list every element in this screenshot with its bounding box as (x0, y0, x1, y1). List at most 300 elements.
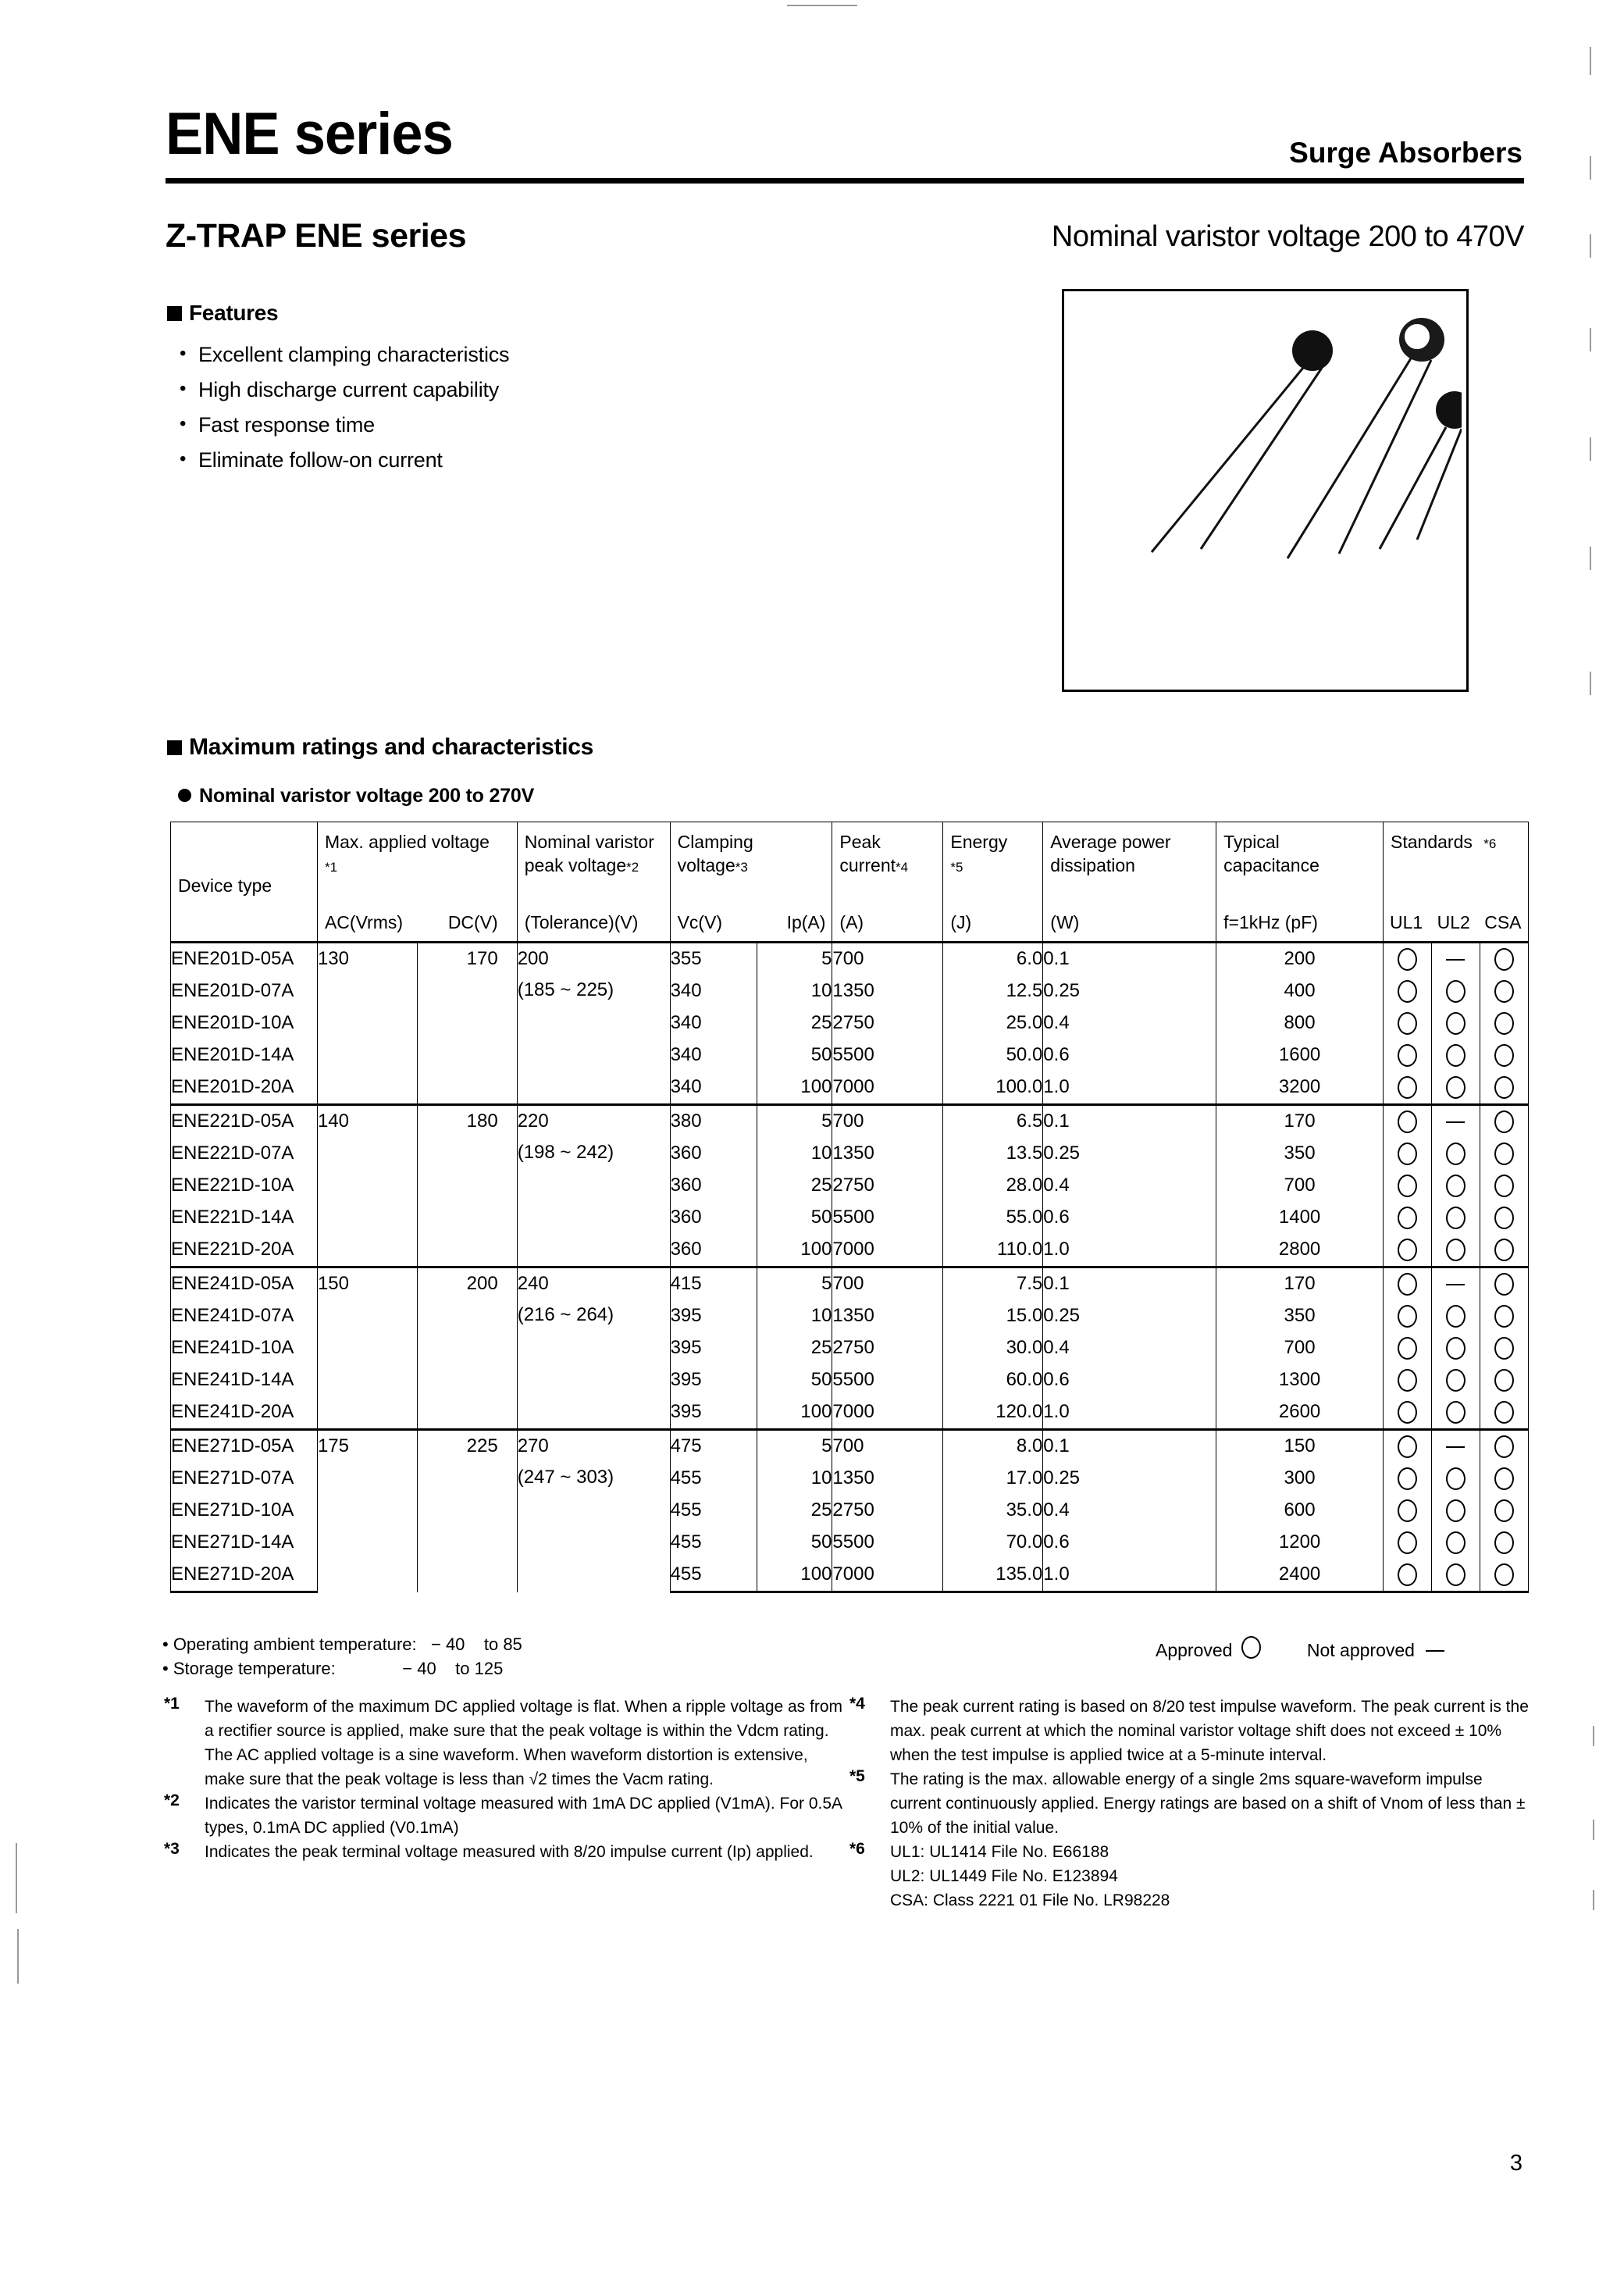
cell-ip: 5 (757, 1105, 832, 1139)
standard-mark (1384, 1332, 1431, 1364)
standard-mark (1384, 1559, 1431, 1591)
col-ip-a: Ip(A) (786, 912, 826, 932)
col-clamping-ref: *3 (735, 860, 748, 875)
standard-mark (1432, 1234, 1480, 1266)
col-voltage-label: voltage (677, 855, 735, 875)
col-dissipation-label: dissipation (1050, 855, 1135, 875)
scan-artifact (1590, 156, 1591, 180)
cell-standard-ul1 (1384, 1396, 1432, 1430)
ratings-subheading (178, 785, 534, 807)
col-standards-subheads (1390, 911, 1521, 934)
cell-ip: 50 (757, 1202, 832, 1234)
approved-circle-icon (1446, 1563, 1466, 1586)
not-approved-dash-icon (1446, 959, 1465, 961)
header-divider (166, 178, 1524, 184)
cell-typical-capacitance: 170 (1216, 1105, 1384, 1139)
standard-mark (1432, 1071, 1480, 1103)
cell-standard-ul2 (1431, 1267, 1480, 1301)
varistor-components-illustration (1064, 291, 1462, 685)
standard-mark (1480, 1138, 1528, 1170)
standard-mark (1480, 1364, 1528, 1396)
scan-artifact (1590, 328, 1591, 351)
approved-circle-icon (1494, 980, 1514, 1003)
cell-device-type: ENE271D-20A (171, 1559, 318, 1592)
cell-device-type: ENE201D-05A (171, 943, 318, 976)
cell-peak-current: 1350 (832, 1463, 943, 1495)
cell-typical-capacitance: 2400 (1216, 1559, 1384, 1592)
col-peak-voltage-label: peak voltage (524, 855, 627, 875)
nominal-voltage-value: 220 (517, 1110, 549, 1132)
approved-circle-icon (1494, 1337, 1514, 1360)
col-standards-label: Standards (1391, 832, 1473, 852)
col-peak-unit: (A) (839, 912, 864, 932)
approved-circle-icon (1398, 980, 1417, 1003)
standard-mark (1384, 1495, 1431, 1527)
cell-standard-ul2 (1431, 1071, 1480, 1105)
cell-peak-current: 5500 (832, 1202, 943, 1234)
cell-clamping-voltage: 360 (670, 1170, 757, 1202)
approved-circle-icon (1494, 1467, 1514, 1490)
cell-ip: 25 (757, 1007, 832, 1039)
cell-peak-current: 7000 (832, 1559, 943, 1592)
approved-circle-icon (1446, 1531, 1466, 1554)
cell-ip: 50 (757, 1364, 832, 1396)
cell-device-type: ENE201D-14A (171, 1039, 318, 1071)
cell-device-type: ENE241D-20A (171, 1396, 318, 1430)
cell-typical-capacitance: 700 (1216, 1170, 1384, 1202)
col-vc-v: Vc(V) (677, 912, 723, 932)
legend-not-approved (1307, 1640, 1444, 1661)
approved-circle-icon (1494, 1175, 1514, 1197)
approved-circle-icon (1494, 1044, 1514, 1067)
approved-circle-icon (1446, 1143, 1466, 1165)
cell-peak-current: 7000 (832, 1234, 943, 1267)
col-ul1: UL1 (1390, 912, 1423, 932)
footnote-text: UL1: UL1414 File No. E66188 (890, 1843, 1109, 1861)
standard-mark (1384, 1364, 1431, 1396)
cell-standard-csa (1480, 1364, 1528, 1396)
cell-standard-ul1 (1384, 1300, 1432, 1332)
cell-average-power: 1.0 (1043, 1559, 1216, 1592)
standard-mark (1432, 975, 1480, 1007)
approved-circle-icon (1398, 1143, 1417, 1165)
cell-device-type: ENE201D-10A (171, 1007, 318, 1039)
approved-circle-icon (1494, 1499, 1514, 1522)
cell-standard-ul2 (1431, 1332, 1480, 1364)
cell-standard-ul2 (1431, 1527, 1480, 1559)
standard-mark (1480, 1170, 1528, 1202)
standard-mark (1432, 1559, 1480, 1591)
cell-standard-csa (1480, 1527, 1528, 1559)
standard-mark (1432, 1463, 1480, 1495)
cell-typical-capacitance: 600 (1216, 1495, 1384, 1527)
nominal-voltage-value: 240 (517, 1273, 549, 1294)
standard-mark (1384, 1138, 1431, 1170)
col-clamping-voltage (670, 822, 832, 943)
cell-standard-csa (1480, 1495, 1528, 1527)
standard-mark (1480, 1559, 1528, 1591)
approved-circle-icon (1446, 1239, 1466, 1261)
cell-energy: 15.0 (943, 1300, 1043, 1332)
cell-typical-capacitance: 350 (1216, 1300, 1384, 1332)
cell-standard-csa (1480, 1039, 1528, 1071)
standard-mark (1384, 1007, 1431, 1039)
standard-mark (1432, 1268, 1480, 1300)
cell-energy: 70.0 (943, 1527, 1043, 1559)
standard-mark (1432, 1396, 1480, 1428)
cell-device-type: ENE271D-14A (171, 1527, 318, 1559)
approved-circle-icon (1446, 1467, 1466, 1490)
cell-clamping-voltage: 395 (670, 1396, 757, 1430)
cell-energy: 55.0 (943, 1202, 1043, 1234)
cell-peak-current: 700 (832, 1105, 943, 1139)
standard-mark (1432, 1431, 1480, 1463)
cell-clamping-voltage: 455 (670, 1495, 757, 1527)
standard-mark (1480, 1463, 1528, 1495)
cell-energy: 6.5 (943, 1105, 1043, 1139)
cell-peak-current: 1350 (832, 1300, 943, 1332)
cell-ip: 25 (757, 1332, 832, 1364)
standard-mark (1432, 1007, 1480, 1039)
cell-standard-ul1 (1384, 1364, 1432, 1396)
cell-energy: 6.0 (943, 943, 1043, 976)
cell-standard-csa (1480, 1559, 1528, 1592)
cell-ip: 5 (757, 943, 832, 976)
cell-standard-ul1 (1384, 1495, 1432, 1527)
cell-standard-ul1 (1384, 1170, 1432, 1202)
approved-circle-icon (1398, 1337, 1417, 1360)
cell-clamping-voltage: 360 (670, 1234, 757, 1267)
cell-energy: 25.0 (943, 1007, 1043, 1039)
scan-artifact (1590, 234, 1591, 258)
approved-circle-icon (1446, 1012, 1466, 1035)
cell-standard-ul1 (1384, 1559, 1432, 1592)
cell-average-power: 0.1 (1043, 1267, 1216, 1301)
cell-energy: 30.0 (943, 1332, 1043, 1364)
product-subtitle: Z-TRAP ENE series (166, 217, 467, 255)
cell-ac-vrms: 140 (317, 1105, 417, 1267)
footnote-text: The AC applied voltage is a sine waveform. When waveform distortion is extensive, make sure that the peak voltage is less than √2 times the Vacm rating. (205, 1746, 808, 1788)
cell-typical-capacitance: 1400 (1216, 1202, 1384, 1234)
approved-circle-icon (1398, 1435, 1417, 1458)
col-dc-v: DC(V) (447, 912, 498, 932)
features-list (178, 337, 509, 478)
cell-clamping-voltage: 380 (670, 1105, 757, 1139)
approved-circle-icon (1446, 1499, 1466, 1522)
cell-peak-current: 5500 (832, 1364, 943, 1396)
footnote-marker: *6 (849, 1840, 865, 1858)
cell-standard-ul2 (1431, 1202, 1480, 1234)
standard-mark (1432, 1106, 1480, 1138)
cell-ip: 10 (757, 1463, 832, 1495)
cell-ip: 100 (757, 1234, 832, 1267)
col-ac-vrms: AC(Vrms) (324, 912, 404, 932)
standard-mark (1480, 1300, 1528, 1332)
cell-energy: 60.0 (943, 1364, 1043, 1396)
table-row (171, 1105, 1529, 1139)
cell-average-power: 0.6 (1043, 1364, 1216, 1396)
cell-standard-ul1 (1384, 1527, 1432, 1559)
col-energy-unit: (J) (950, 912, 972, 932)
footnotes-right (849, 1695, 1537, 1913)
legend-approved (1156, 1636, 1261, 1661)
standard-mark (1384, 1234, 1431, 1266)
scan-artifact (1590, 547, 1591, 570)
cell-standard-csa (1480, 1138, 1528, 1170)
cell-typical-capacitance: 170 (1216, 1267, 1384, 1301)
temperature-notes (162, 1632, 522, 1681)
cell-energy: 135.0 (943, 1559, 1043, 1592)
cell-energy: 8.0 (943, 1430, 1043, 1463)
col-tolerance-label: (Tolerance)(V) (524, 912, 639, 932)
cell-peak-current: 700 (832, 943, 943, 976)
nominal-voltage-value: 270 (517, 1435, 549, 1456)
cell-device-type: ENE221D-20A (171, 1234, 318, 1267)
cell-average-power: 0.25 (1043, 1463, 1216, 1495)
cell-nominal-varistor-voltage (517, 1105, 670, 1267)
cell-device-type: ENE221D-14A (171, 1202, 318, 1234)
cell-ip: 10 (757, 1300, 832, 1332)
cell-standard-csa (1480, 1071, 1528, 1105)
approved-circle-icon (1446, 1369, 1466, 1392)
cell-peak-current: 1350 (832, 975, 943, 1007)
approved-circle-icon (1446, 1337, 1466, 1360)
not-approved-dash-icon (1426, 1650, 1444, 1652)
cell-standard-ul2 (1431, 1039, 1480, 1071)
approved-circle-icon (1398, 1239, 1417, 1261)
cell-ip: 50 (757, 1039, 832, 1071)
scan-artifact (16, 1843, 17, 1913)
cell-device-type: ENE241D-10A (171, 1332, 318, 1364)
approved-circle-icon (1446, 1175, 1466, 1197)
cell-standard-ul1 (1384, 975, 1432, 1007)
cell-standard-csa (1480, 1170, 1528, 1202)
approved-circle-icon (1398, 1012, 1417, 1035)
cell-average-power: 0.6 (1043, 1527, 1216, 1559)
approved-circle-icon (1494, 1401, 1514, 1424)
cell-ip: 5 (757, 1267, 832, 1301)
standard-mark (1384, 1431, 1431, 1463)
cell-standard-ul1 (1384, 1071, 1432, 1105)
cell-dc-v: 180 (417, 1105, 517, 1267)
cell-average-power: 0.6 (1043, 1039, 1216, 1071)
cell-average-power: 0.6 (1043, 1202, 1216, 1234)
cell-standard-csa (1480, 1332, 1528, 1364)
cell-standard-ul1 (1384, 1105, 1432, 1139)
feature-item: • High discharge current capability (178, 373, 509, 408)
cell-ip: 100 (757, 1559, 832, 1592)
footnote-marker: *3 (164, 1840, 180, 1858)
cell-typical-capacitance: 2600 (1216, 1396, 1384, 1430)
cell-clamping-voltage: 340 (670, 1039, 757, 1071)
standard-mark (1480, 1268, 1528, 1300)
cell-average-power: 0.4 (1043, 1170, 1216, 1202)
standard-mark (1480, 1071, 1528, 1103)
footnote-marker: *5 (849, 1767, 865, 1785)
cell-average-power: 0.25 (1043, 1300, 1216, 1332)
feature-item: • Eliminate follow-on current (178, 443, 509, 478)
cell-average-power: 1.0 (1043, 1071, 1216, 1105)
cell-nominal-varistor-voltage (517, 1430, 670, 1592)
cell-device-type: ENE241D-07A (171, 1300, 318, 1332)
footnote-text: Indicates the peak terminal voltage measured with 8/20 impulse current (Ip) applied. (205, 1843, 814, 1861)
col-peak-voltage-ref: *2 (626, 860, 639, 875)
cell-peak-current: 7000 (832, 1071, 943, 1105)
cell-standard-csa (1480, 1202, 1528, 1234)
feature-item: • Fast response time (178, 408, 509, 443)
nominal-voltage-value: 200 (517, 948, 549, 969)
footnote-marker: *4 (849, 1695, 865, 1713)
standard-mark (1384, 1106, 1431, 1138)
cell-standard-ul2 (1431, 943, 1480, 976)
approved-circle-icon (1398, 1273, 1417, 1296)
col-nominal-varistor-peak-voltage (517, 822, 670, 943)
cell-average-power: 0.25 (1043, 1138, 1216, 1170)
storage-temperature-note: • Storage temperature: − 40 to 125 (162, 1659, 504, 1678)
col-standards (1384, 822, 1529, 943)
cell-peak-current: 700 (832, 1267, 943, 1301)
cell-standard-ul2 (1431, 1170, 1480, 1202)
col-ul2: UL2 (1437, 912, 1470, 932)
footnote (164, 1695, 851, 1791)
approved-circle-icon (1398, 1467, 1417, 1490)
cell-standard-ul1 (1384, 1138, 1432, 1170)
cell-ip: 25 (757, 1495, 832, 1527)
cell-device-type: ENE221D-10A (171, 1170, 318, 1202)
cell-standard-csa (1480, 943, 1528, 976)
scan-artifact (17, 1929, 19, 1984)
cell-clamping-voltage: 360 (670, 1138, 757, 1170)
ratings-heading-label: Maximum ratings and characteristics (189, 734, 594, 760)
standard-mark (1432, 1364, 1480, 1396)
cell-standard-ul2 (1431, 1138, 1480, 1170)
scan-artifact (1590, 672, 1591, 695)
cell-peak-current: 1350 (832, 1138, 943, 1170)
cell-average-power: 0.25 (1043, 975, 1216, 1007)
cell-peak-current: 7000 (832, 1396, 943, 1430)
cell-ac-vrms: 175 (317, 1430, 417, 1592)
cell-typical-capacitance: 1600 (1216, 1039, 1384, 1071)
cell-average-power: 0.4 (1043, 1007, 1216, 1039)
page-title: ENE series (166, 101, 453, 167)
cell-average-power: 0.1 (1043, 1430, 1216, 1463)
standard-mark (1384, 1202, 1431, 1234)
cell-peak-current: 5500 (832, 1527, 943, 1559)
cell-standard-ul2 (1431, 1396, 1480, 1430)
cell-typical-capacitance: 350 (1216, 1138, 1384, 1170)
approved-circle-icon (1446, 1207, 1466, 1229)
col-average-power-dissipation (1043, 822, 1216, 943)
cell-standard-ul2 (1431, 1007, 1480, 1039)
square-bullet-icon (167, 306, 182, 321)
cell-energy: 13.5 (943, 1138, 1043, 1170)
cell-typical-capacitance: 3200 (1216, 1071, 1384, 1105)
cell-typical-capacitance: 150 (1216, 1430, 1384, 1463)
cell-typical-capacitance: 400 (1216, 975, 1384, 1007)
legend-not-approved-label: Not approved (1306, 1640, 1415, 1660)
approved-circle-icon (1494, 1563, 1514, 1586)
cell-device-type: ENE271D-07A (171, 1463, 318, 1495)
cell-ip: 50 (757, 1527, 832, 1559)
approved-circle-icon (1494, 1110, 1514, 1133)
footnote-marker: *1 (164, 1695, 180, 1713)
cell-nominal-varistor-voltage (517, 943, 670, 1105)
cell-average-power: 1.0 (1043, 1396, 1216, 1430)
standard-mark (1480, 1007, 1528, 1039)
cell-standard-ul2 (1431, 1463, 1480, 1495)
standard-mark (1480, 1332, 1528, 1364)
standard-mark (1432, 1202, 1480, 1234)
cell-average-power: 0.4 (1043, 1332, 1216, 1364)
cell-typical-capacitance: 700 (1216, 1332, 1384, 1364)
cell-clamping-voltage: 455 (670, 1527, 757, 1559)
cell-device-type: ENE271D-05A (171, 1430, 318, 1463)
ratings-subheading-label: Nominal varistor voltage 200 to 270V (199, 785, 535, 807)
standard-mark (1480, 1431, 1528, 1463)
approved-circle-icon (1446, 1076, 1466, 1099)
approved-circle-icon (1398, 1499, 1417, 1522)
cell-device-type: ENE201D-20A (171, 1071, 318, 1105)
footnote (849, 1767, 1537, 1840)
product-photo (1062, 289, 1469, 692)
cell-standard-csa (1480, 1007, 1528, 1039)
scan-artifact (1593, 1890, 1594, 1910)
cell-standard-csa (1480, 1463, 1528, 1495)
approved-circle-icon (1494, 1531, 1514, 1554)
nominal-voltage-tolerance: (198 ~ 242) (517, 1142, 614, 1163)
cell-clamping-voltage: 395 (670, 1300, 757, 1332)
page-number: 3 (1509, 2151, 1522, 2176)
cell-energy: 100.0 (943, 1071, 1043, 1105)
cell-typical-capacitance: 2800 (1216, 1234, 1384, 1267)
nominal-voltage-tolerance: (185 ~ 225) (517, 979, 614, 1000)
col-typical-unit: f=1kHz (pF) (1223, 912, 1318, 932)
approved-circle-icon (1241, 1636, 1261, 1659)
cell-ip: 100 (757, 1396, 832, 1430)
cell-standard-csa (1480, 1430, 1528, 1463)
col-peak-label: Peak (839, 832, 881, 852)
nominal-voltage-tolerance: (216 ~ 264) (517, 1304, 614, 1325)
cell-clamping-voltage: 360 (670, 1202, 757, 1234)
approved-circle-icon (1446, 1305, 1466, 1328)
footnote (164, 1791, 851, 1840)
standard-mark (1480, 1039, 1528, 1071)
cell-typical-capacitance: 1200 (1216, 1527, 1384, 1559)
footnote (164, 1840, 851, 1864)
cell-peak-current: 2750 (832, 1170, 943, 1202)
approved-circle-icon (1494, 1076, 1514, 1099)
cell-standard-ul1 (1384, 1202, 1432, 1234)
col-device-type: Device type (171, 822, 318, 943)
cell-average-power: 0.4 (1043, 1495, 1216, 1527)
feature-item: • Excellent clamping characteristics (178, 337, 509, 373)
approved-circle-icon (1398, 1531, 1417, 1554)
footnote (849, 1695, 1537, 1767)
standard-mark (1384, 1071, 1431, 1103)
standards-legend (1156, 1636, 1485, 1661)
cell-average-power: 0.1 (1043, 943, 1216, 976)
not-approved-dash-icon (1446, 1284, 1465, 1285)
standard-mark (1480, 1527, 1528, 1559)
standard-mark (1480, 943, 1528, 975)
ratings-heading (167, 734, 593, 761)
standard-mark (1432, 1495, 1480, 1527)
cell-standard-ul1 (1384, 1007, 1432, 1039)
approved-circle-icon (1494, 1305, 1514, 1328)
standard-mark (1480, 1106, 1528, 1138)
cell-device-type: ENE221D-07A (171, 1138, 318, 1170)
cell-standard-ul2 (1431, 1234, 1480, 1267)
